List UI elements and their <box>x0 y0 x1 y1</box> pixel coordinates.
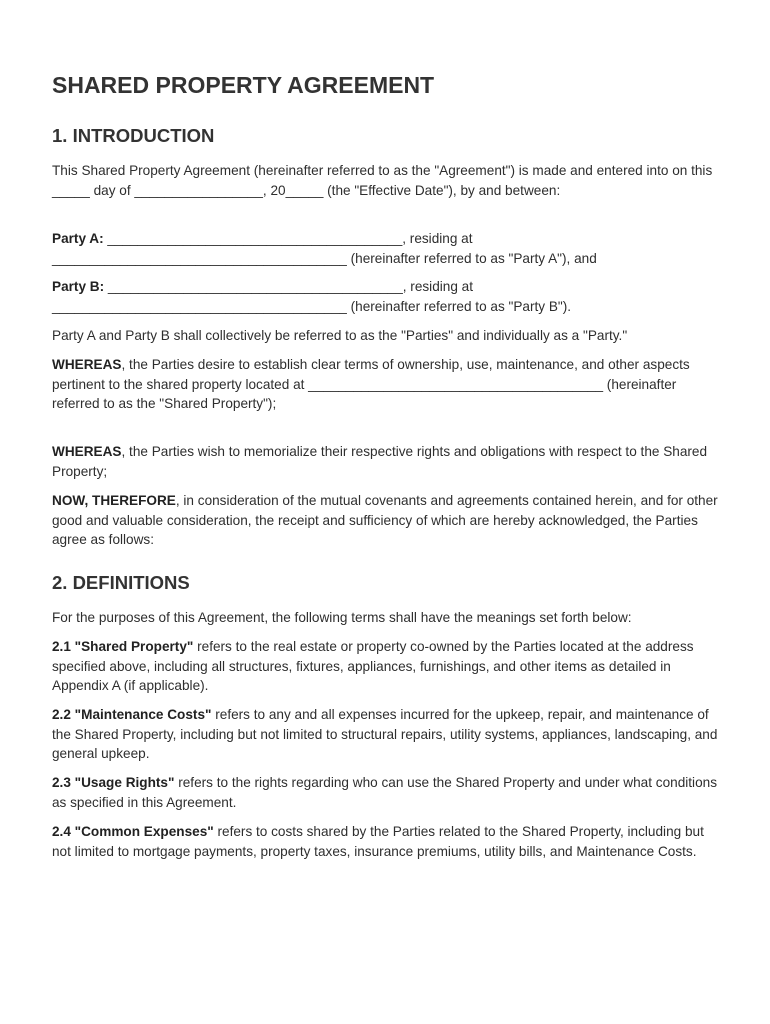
definition-2-4-paragraph <box>52 822 722 861</box>
intro-text: This Shared Property Agreement (hereinafter referred to as the "Agreement") is made and entered into on this _____ day of _________________, 20_____ (the "Effective Date"), by and between: <box>52 163 713 198</box>
whereas-1-text: , the Parties desire to establish clear terms of ownership, use, maintenance, and other aspects pertinent to the shared property located at _______________________________________ (hereinafter referred to as the "Shared Property"); <box>52 357 690 412</box>
definition-2-4-term: 2.4 "Common Expenses" <box>52 824 214 839</box>
party-b-text: _______________________________________, residing at _______________________________________ (hereinafter referred to as "Party B"). <box>52 279 572 314</box>
whereas-2-text: , the Parties wish to memorialize their respective rights and obligations with respect to the Shared Property; <box>52 444 708 479</box>
definition-2-2-paragraph <box>52 705 722 764</box>
definition-2-2-text: refers to any and all expenses incurred for the upkeep, repair, and maintenance of the Shared Property, including but not limited to structural repairs, utility systems, appliances, landscaping, and general upkeep. <box>52 707 718 762</box>
section-heading-definitions: 2. DEFINITIONS <box>52 572 190 593</box>
parties-definition-text: Party A and Party B shall collectively be referred to as the "Parties" and individually as a "Party." <box>52 328 628 343</box>
document-title: SHARED PROPERTY AGREEMENT <box>52 72 435 98</box>
intro-paragraph <box>52 161 722 200</box>
definition-2-3-term: 2.3 "Usage Rights" <box>52 775 175 790</box>
whereas-2-paragraph <box>52 442 722 481</box>
parties-definition-paragraph <box>52 326 722 346</box>
party-a-paragraph <box>52 229 722 268</box>
party-a-label: Party A: <box>52 231 104 246</box>
definition-2-3-paragraph <box>52 773 722 812</box>
definition-2-4-text: refers to costs shared by the Parties related to the Shared Property, including but not limited to mortgage payments, property taxes, insurance premiums, utility bills, and Maintenance Costs. <box>52 824 704 859</box>
party-a-text: _______________________________________, residing at _______________________________________ (hereinafter referred to as "Party A"), and <box>52 231 597 266</box>
definition-2-1-paragraph <box>52 637 722 696</box>
definitions-intro-text: For the purposes of this Agreement, the following terms shall have the meanings set forth below: <box>52 610 632 625</box>
definitions-intro-paragraph <box>52 608 722 628</box>
definition-2-1-term: 2.1 "Shared Property" <box>52 639 194 654</box>
definition-2-1-text: refers to the real estate or property co-owned by the Parties located at the address specified above, including all structures, fixtures, appliances, furnishings, and other items as detailed in Appendix A (if applicable). <box>52 639 694 694</box>
whereas-1-paragraph <box>52 355 722 414</box>
now-therefore-paragraph <box>52 491 722 550</box>
now-therefore-label: NOW, THEREFORE <box>52 493 176 508</box>
definition-2-3-text: refers to the rights regarding who can use the Shared Property and under what conditions as specified in this Agreement. <box>52 775 717 810</box>
section-heading-introduction: 1. INTRODUCTION <box>52 125 215 146</box>
definition-2-2-term: 2.2 "Maintenance Costs" <box>52 707 212 722</box>
whereas-1-label: WHEREAS <box>52 357 122 372</box>
whereas-2-label: WHEREAS <box>52 444 122 459</box>
now-therefore-text: , in consideration of the mutual covenants and agreements contained herein, and for other good and valuable consideration, the receipt and sufficiency of which are hereby acknowledged, the Parties agree as follows: <box>52 493 718 548</box>
party-b-paragraph <box>52 277 722 316</box>
party-b-label: Party B: <box>52 279 105 294</box>
